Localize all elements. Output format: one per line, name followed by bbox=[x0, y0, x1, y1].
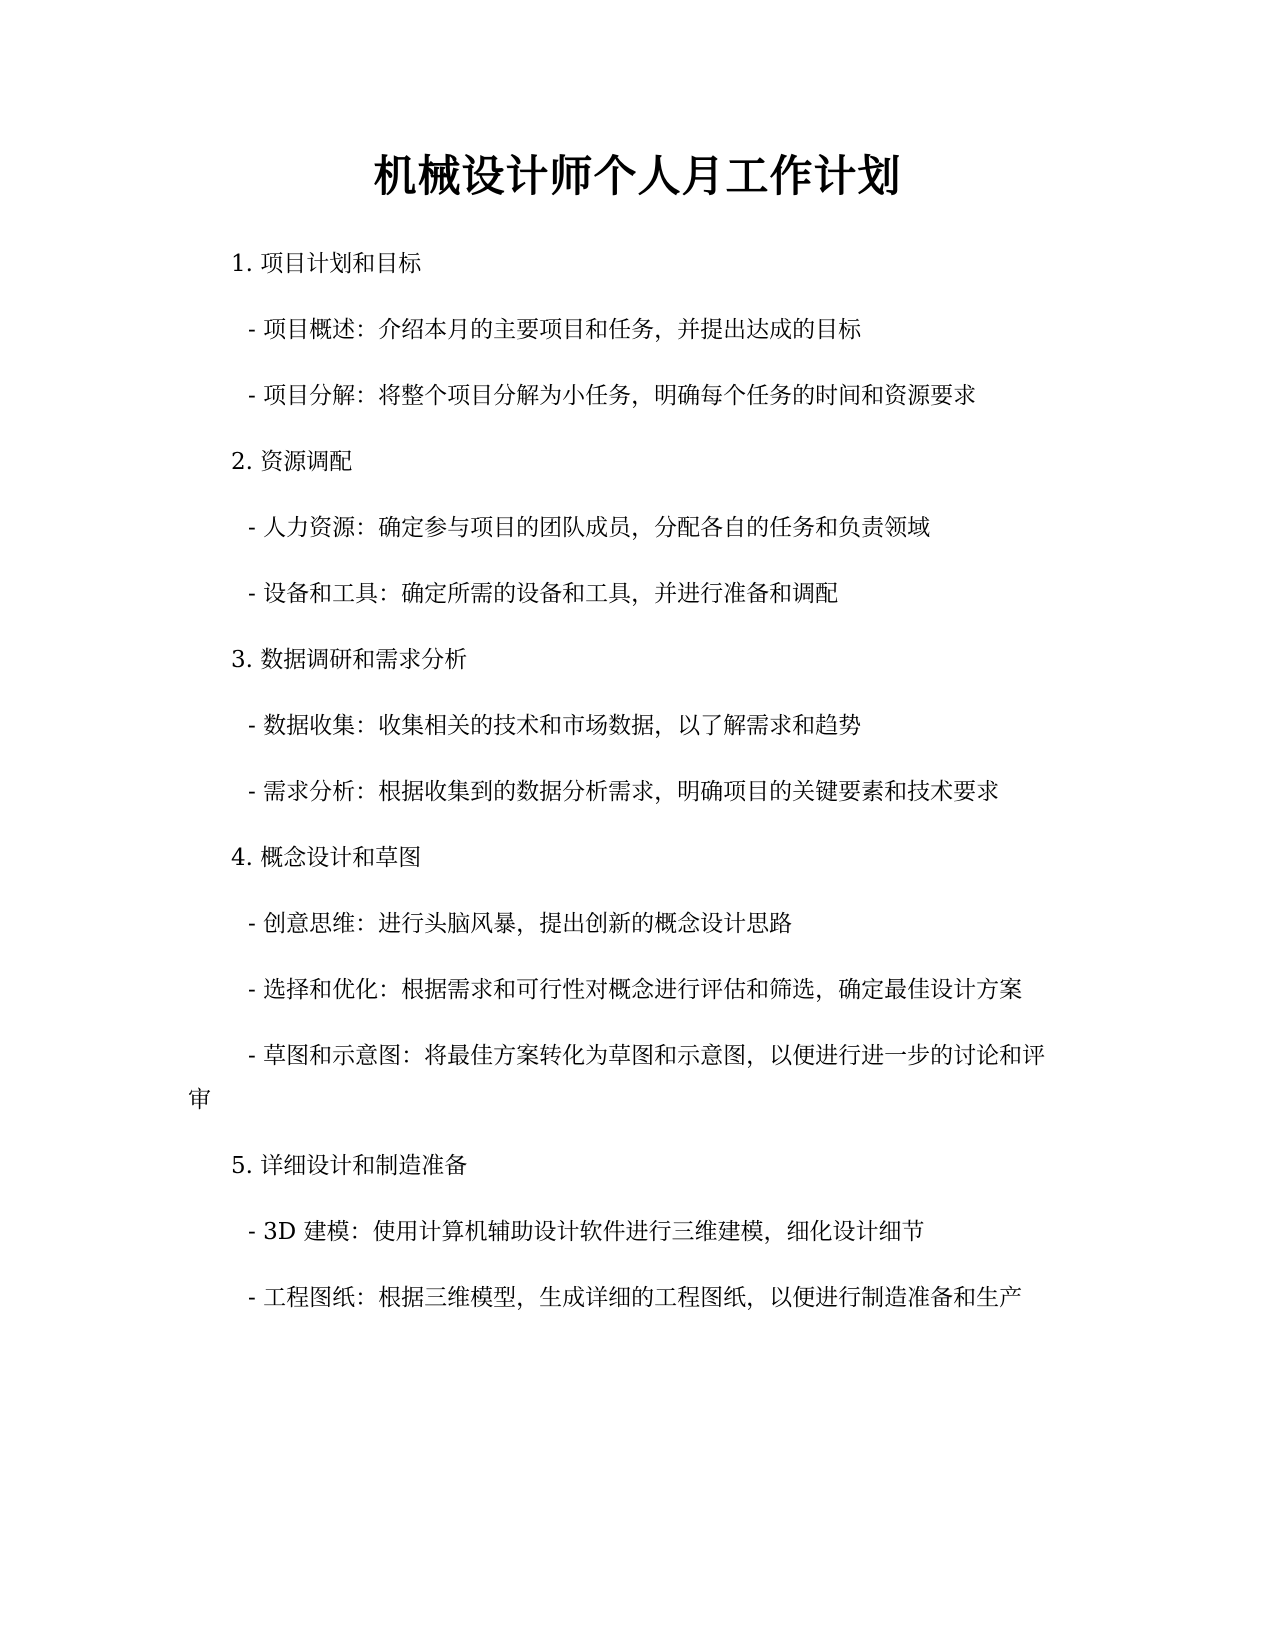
section-heading: 2. 资源调配 bbox=[231, 449, 353, 475]
list-item: - 人力资源：确定参与项目的团队成员，分配各自的任务和负责领域 bbox=[248, 515, 931, 541]
list-item: - 需求分析：根据收集到的数据分析需求，明确项目的关键要素和技术要求 bbox=[248, 779, 1000, 805]
section-heading: 1. 项目计划和目标 bbox=[231, 251, 422, 277]
list-item: - 设备和工具：确定所需的设备和工具，并进行准备和调配 bbox=[248, 581, 839, 607]
section-heading: 5. 详细设计和制造准备 bbox=[231, 1153, 468, 1179]
document-body bbox=[188, 242, 1068, 1342]
list-item: - 工程图纸：根据三维模型，生成详细的工程图纸，以便进行制造准备和生产 bbox=[248, 1285, 1023, 1311]
page-title: 机械设计师个人月工作计划 bbox=[373, 152, 902, 202]
list-item: - 选择和优化：根据需求和可行性对概念进行评估和筛选，确定最佳设计方案 bbox=[248, 977, 1023, 1003]
list-item: - 3D 建模：使用计算机辅助设计软件进行三维建模，细化设计细节 bbox=[248, 1219, 925, 1245]
section-heading: 4. 概念设计和草图 bbox=[231, 845, 422, 871]
list-item: - 创意思维：进行头脑风暴，提出创新的概念设计思路 bbox=[248, 911, 793, 937]
list-item: - 数据收集：收集相关的技术和市场数据，以了解需求和趋势 bbox=[248, 713, 862, 739]
list-item: - 项目分解：将整个项目分解为小任务，明确每个任务的时间和资源要求 bbox=[248, 383, 977, 409]
section-heading: 3. 数据调研和需求分析 bbox=[231, 647, 468, 673]
list-item: - 草图和示意图：将最佳方案转化为草图和示意图，以便进行进一步的讨论和评审 bbox=[188, 1043, 1046, 1113]
list-item: - 项目概述：介绍本月的主要项目和任务，并提出达成的目标 bbox=[248, 317, 862, 343]
